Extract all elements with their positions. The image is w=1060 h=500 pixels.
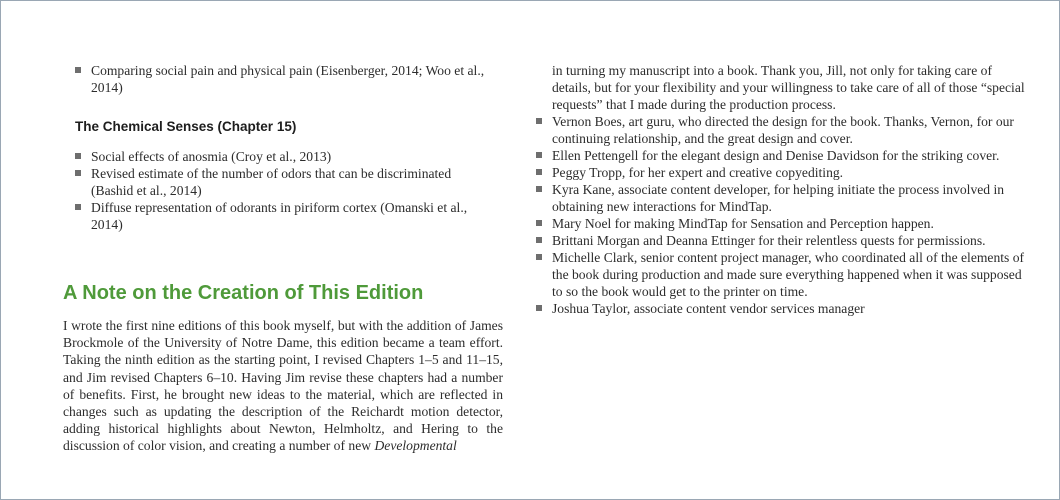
list-item: Ellen Pettengell for the elegant design and Denise Davidson for the striking cover. [536,147,1026,164]
list-item-continuation: in turning my manuscript into a book. Thank you, Jill, not only for taking care of details, but for your flexibility and your willingness to take care of all of those “special requests” that I made during the production process. [552,63,1025,112]
acknowledgement-list [536,62,1026,317]
list-item: Comparing social pain and physical pain (Eisenberger, 2014; Woo et al., 2014) [75,62,495,96]
list-item: Kyra Kane, associate content developer, for helping initiate the process involved in obtaining new interactions for MindTap. [536,181,1026,215]
section-bullet-list [75,148,495,233]
list-item: Vernon Boes, art guru, who directed the design for the book. Thanks, Vernon, for our continuing relationship, and the great design and cover. [536,113,1026,147]
note-paragraph-text: I wrote the first nine editions of this book myself, but with the addition of James Brockmole of the University of Notre Dame, this edition became a team effort. Taking the ninth edition as the starting point, I revised Chapters 1–5 and 11–15, and Jim revised Chapters 6–10. Having Jim revise these chapters had a number of benefits. First, he brought new ideas to the material, which are reflected in changes such as updating the description of the Reichardt motion detector, adding historical highlights about Newton, Helmholtz, and Hering to the discussion of color vision, and creating a number of new [63,318,503,454]
list-item: Revised estimate of the number of odors that can be discriminated (Bashid et al., 2014) [75,165,495,199]
list-item: Diffuse representation of odorants in piriform cortex (Omanski et al., 2014) [75,199,495,233]
list-item: Peggy Tropp, for her expert and creative copyediting. [536,164,1026,181]
note-title: A Note on the Creation of This Edition [63,282,424,304]
top-bullet-list [75,62,495,96]
note-paragraph [63,317,503,455]
list-item: Joshua Taylor, associate content vendor services manager [536,300,1026,317]
section-heading: The Chemical Senses (Chapter 15) [75,119,297,134]
list-item: Michelle Clark, senior content project manager, who coordinated all of the elements of the book during production and made sure everything happened when it was supposed to so the book would get to the printer on time. [536,249,1026,300]
list-item: Brittani Morgan and Deanna Ettinger for their relentless quests for permissions. [536,232,1026,249]
list-item: Social effects of anosmia (Croy et al., 2013) [75,148,495,165]
list-item: Mary Noel for making MindTap for Sensation and Perception happen. [536,215,1026,232]
note-paragraph-italic: Developmental [374,438,457,454]
